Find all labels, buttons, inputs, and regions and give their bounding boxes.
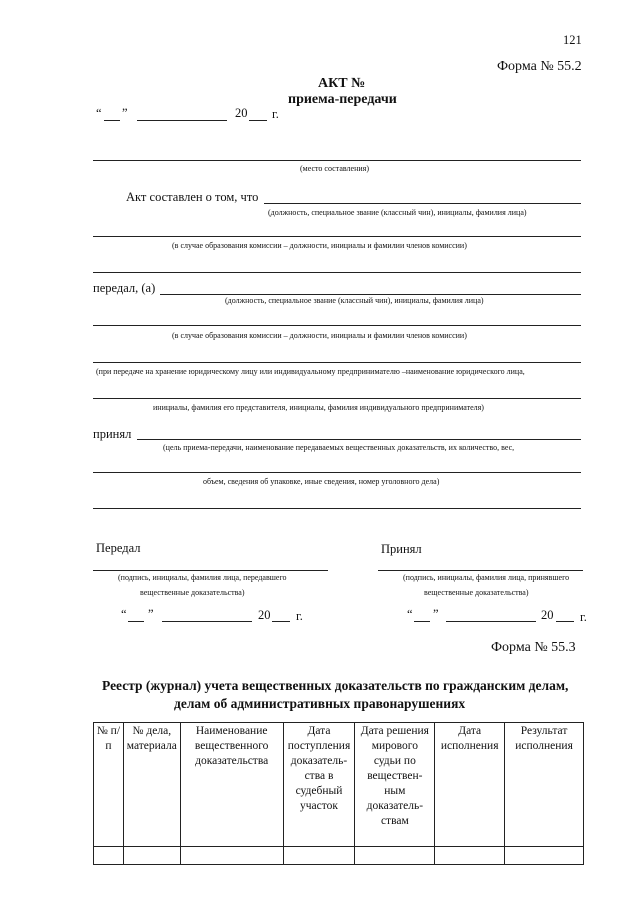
date-year-line[interactable] (249, 120, 267, 121)
storage-caption-1: (при передаче на хранение юридическому лицу или индивидуальному предпринимателю –наименование юридического лица, (96, 367, 525, 376)
commission-line-2[interactable] (93, 325, 581, 326)
right-date-open-quote: “ (407, 607, 413, 621)
date-year-suffix: г. (272, 107, 279, 121)
purpose-line-1[interactable] (137, 439, 581, 440)
position-line-1[interactable] (264, 203, 581, 204)
sig-right-caption-1: (подпись, инициалы, фамилия лица, принявшего (403, 573, 570, 582)
date-month-line[interactable] (137, 120, 227, 121)
signature-left-line[interactable] (93, 570, 328, 571)
table-cell[interactable] (435, 847, 505, 865)
act-title: АКТ № (318, 76, 366, 91)
form-55-2-label: Форма № 55.2 (497, 59, 582, 74)
signature-right-label: Принял (381, 542, 422, 556)
left-date-year-prefix: 20 (258, 608, 271, 622)
accepted-label: принял (93, 427, 132, 441)
act-intro: Акт составлен о том, что (126, 190, 259, 204)
storage-caption-2: инициалы, фамилия его представителя, инициалы, фамилия индивидуального предпринимателя) (153, 403, 484, 412)
table-cell[interactable] (505, 847, 584, 865)
sig-left-caption-2: вещественные доказательства) (140, 588, 245, 597)
act-subtitle: приема-передачи (288, 92, 397, 107)
column-header-execution-result: Результат исполнения (505, 723, 584, 847)
position-line-2[interactable] (160, 294, 581, 295)
column-header-decision-date: Дата решения мирового судьи по веществен-ным доказатель-ствам (355, 723, 435, 847)
table-row (94, 847, 584, 865)
right-date-year-prefix: 20 (541, 608, 554, 622)
storage-line-2[interactable] (93, 398, 581, 399)
left-date-year-line[interactable] (272, 621, 290, 622)
table-cell[interactable] (355, 847, 435, 865)
table-cell[interactable] (283, 847, 355, 865)
left-date-month-line[interactable] (162, 621, 252, 622)
registry-title-line-2: делам об административных правонарушениях (174, 696, 466, 711)
position-caption-2: (должность, специальное звание (классный чин), инициалы, фамилия лица) (225, 296, 484, 305)
place-line[interactable] (93, 160, 581, 161)
right-date-month-line[interactable] (446, 621, 536, 622)
storage-line-1[interactable] (93, 362, 581, 363)
date-open-quote: “ (96, 106, 102, 120)
blank-line-1[interactable] (93, 272, 581, 273)
column-header-evidence-name: Наименование вещественного доказательства (180, 723, 283, 847)
sig-left-caption-1: (подпись, инициалы, фамилия лица, передавшего (118, 573, 287, 582)
table-cell[interactable] (180, 847, 283, 865)
purpose-caption-2: объем, сведения об упаковке, иные сведения, номер уголовного дела) (203, 477, 440, 486)
date-day-line[interactable] (104, 120, 120, 121)
registry-table (93, 722, 584, 865)
column-header-execution-date: Дата исполнения (435, 723, 505, 847)
registry-title-line-1: Реестр (журнал) учета вещественных доказательств по гражданским делам, (102, 678, 569, 693)
left-date-close-quote: ” (148, 607, 154, 621)
left-date-day-line[interactable] (128, 621, 144, 622)
column-header-case-number: № дела, материала (123, 723, 180, 847)
position-caption-1: (должность, специальное звание (классный чин), инициалы, фамилия лица) (268, 208, 527, 217)
table-header-row (94, 723, 584, 847)
signature-right-line[interactable] (378, 570, 583, 571)
table-cell[interactable] (123, 847, 180, 865)
page-number: 121 (563, 33, 582, 47)
sig-right-caption-2: вещественные доказательства) (424, 588, 529, 597)
signature-left-label: Передал (96, 541, 141, 555)
blank-line-2[interactable] (93, 508, 581, 509)
right-date-year-suffix: г. (580, 610, 587, 624)
purpose-caption-1: (цель приема-передачи, наименование передаваемых вещественных доказательств, их количество, вес, (163, 443, 515, 452)
transferred-label: передал, (а) (93, 281, 156, 295)
left-date-open-quote: “ (121, 607, 127, 621)
commission-line-1[interactable] (93, 236, 581, 237)
right-date-day-line[interactable] (414, 621, 430, 622)
right-date-close-quote: ” (433, 607, 439, 621)
place-caption: (место составления) (300, 164, 369, 173)
right-date-year-line[interactable] (556, 621, 574, 622)
left-date-year-suffix: г. (296, 609, 303, 623)
date-year-prefix: 20 (235, 106, 248, 120)
commission-caption-2: (в случае образования комиссии – должности, инициалы и фамилии членов комиссии) (172, 331, 467, 340)
form-55-3-label: Форма № 55.3 (491, 640, 576, 655)
column-header-receipt-date: Дата поступления доказатель-ства в судебный участок (283, 723, 355, 847)
table-cell[interactable] (94, 847, 124, 865)
column-header-number: № п/п (94, 723, 124, 847)
purpose-line-2[interactable] (93, 472, 581, 473)
date-close-quote: ” (122, 106, 128, 120)
commission-caption-1: (в случае образования комиссии – должности, инициалы и фамилии членов комиссии) (172, 241, 467, 250)
